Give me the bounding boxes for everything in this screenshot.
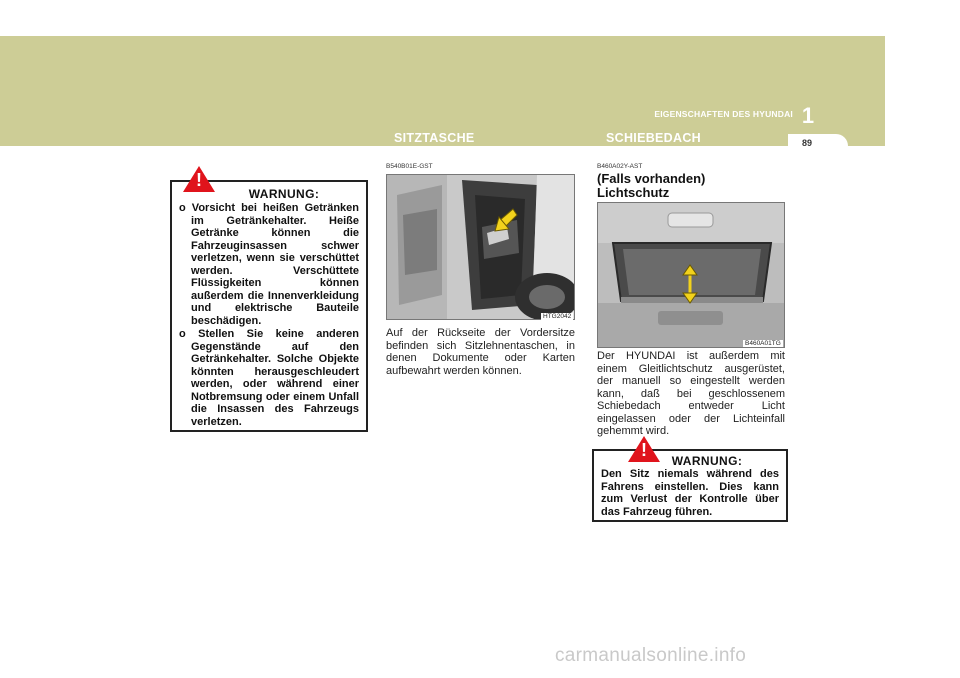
section-title-left: SITZTASCHE <box>394 131 475 145</box>
seatback-pocket-text: Auf der Rückseite der Vordersitze befinden sich Sitzlehnentaschen, in denen Dokumente oder Karten aufbewahrt werden können. <box>386 327 575 377</box>
subheading: (Falls vorhanden) Lichtschutz <box>597 171 706 200</box>
warning-exclamation: ! <box>641 440 647 460</box>
seatback-pocket-photo <box>386 174 575 320</box>
warning-box-cupholder <box>170 180 368 432</box>
section-title-right: SCHIEBEDACH <box>606 131 701 145</box>
watermark: carmanualsonline.info <box>555 645 747 666</box>
chapter-number: 1 <box>801 103 815 128</box>
chapter-title: EIGENSCHAFTEN DES HYUNDAI <box>654 109 793 119</box>
image-label: HTG2042 <box>543 313 572 320</box>
warning-item: o Stellen Sie keine anderen Gegenstände auf den Getränkehalter. Solche Objekte könnten herausgeschleudert werden, oder während einer Notbremsung oder einem Unfall die Insassen des Fahrzeugs verletzen. <box>179 328 359 428</box>
warning-box-seat-adjust <box>592 449 788 522</box>
section-code: B460A02Y-AST <box>597 163 643 170</box>
sunshade-photo <box>597 202 785 348</box>
section-code: B540B01E-GST <box>386 163 433 170</box>
page-number: 89 <box>801 138 812 148</box>
header-band <box>0 36 885 146</box>
warning-exclamation: ! <box>196 170 202 190</box>
warning-heading: WARNUNG: <box>248 187 320 201</box>
seatback-pocket-illustration <box>387 175 575 320</box>
warning-text: Den Sitz niemals während des Fahrens einstellen. Dies kann zum Verlust der Kontrolle über das Fahrzeug führen. <box>601 468 779 518</box>
sunshade-illustration <box>598 203 785 348</box>
image-label: B460A01TG <box>745 340 781 347</box>
warning-item: o Vorsicht bei heißen Getränken im Getränkehalter. Heiße Getränke können die Fahrzeuginsassen schwer verletzen, wenn sie verschüttet werden. Verschüttete Flüssigkeiten können außerdem die Innenverkleidung und elektrische Bauteile beschädigen. <box>179 202 359 327</box>
warning-heading: WARNUNG: <box>671 454 743 468</box>
sunshade-text: Der HYUNDAI ist außerdem mit einem Gleitlichtschutz ausgerüstet, der manuell so eingestellt werden kann, daß bei geschlossenem Schiebedach entweder Licht eingelassen oder der Lichteinfall gehemmt wird. <box>597 350 785 437</box>
